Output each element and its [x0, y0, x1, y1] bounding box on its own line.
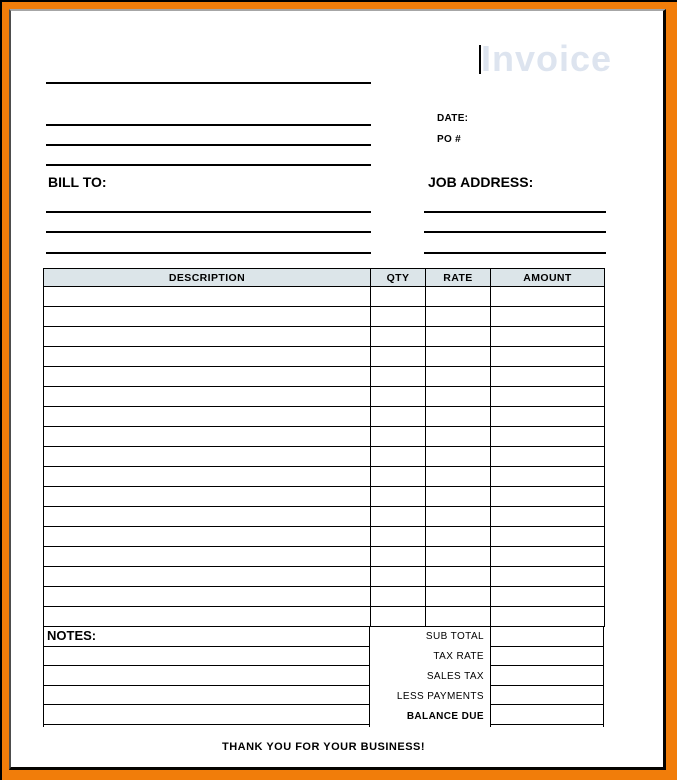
table-row: [44, 347, 605, 367]
notes-write-in-line[interactable]: [44, 666, 369, 686]
total-label: SUB TOTAL: [425, 631, 484, 642]
totals-labels: [370, 627, 490, 727]
blank-cell[interactable]: [371, 427, 426, 447]
blank-cell[interactable]: [426, 507, 491, 527]
notes-label: NOTES:: [47, 628, 97, 643]
blank-cell[interactable]: [491, 347, 605, 367]
blank-cell[interactable]: [44, 547, 371, 567]
blank-cell[interactable]: [371, 287, 426, 307]
blank-cell[interactable]: [426, 447, 491, 467]
blank-cell[interactable]: [371, 447, 426, 467]
notes-box: [43, 627, 370, 727]
blank-cell[interactable]: [371, 547, 426, 567]
blank-cell[interactable]: [426, 347, 491, 367]
job-address-label: JOB ADDRESS:: [428, 174, 534, 190]
blank-cell[interactable]: [44, 387, 371, 407]
blank-cell[interactable]: [44, 607, 371, 627]
company-write-in-line[interactable]: [46, 82, 371, 84]
blank-cell[interactable]: [371, 567, 426, 587]
blank-cell[interactable]: [371, 527, 426, 547]
col-header-amount: AMOUNT: [491, 269, 605, 287]
table-row: [44, 287, 605, 307]
blank-cell[interactable]: [426, 327, 491, 347]
sheet-body: [43, 268, 604, 753]
blank-cell[interactable]: [491, 327, 605, 347]
blank-cell[interactable]: [44, 527, 371, 547]
total-amount-cell[interactable]: [491, 666, 603, 686]
blank-cell[interactable]: [426, 367, 491, 387]
col-header-description: DESCRIPTION: [44, 269, 371, 287]
blank-cell[interactable]: [491, 587, 605, 607]
table-row: [44, 587, 605, 607]
blank-cell[interactable]: [426, 387, 491, 407]
blank-cell[interactable]: [44, 447, 371, 467]
table-row: [44, 507, 605, 527]
table-row: [44, 547, 605, 567]
blank-cell[interactable]: [44, 587, 371, 607]
blank-cell[interactable]: [426, 547, 491, 567]
total-label: LESS PAYMENTS: [396, 691, 484, 702]
blank-cell[interactable]: [371, 467, 426, 487]
table-row: [44, 407, 605, 427]
notes-write-in-line[interactable]: [44, 705, 369, 725]
blank-cell[interactable]: [371, 367, 426, 387]
table-row: [44, 367, 605, 387]
blank-cell[interactable]: [426, 407, 491, 427]
blank-cell[interactable]: [426, 527, 491, 547]
notes-write-in-line[interactable]: [44, 686, 369, 706]
blank-cell[interactable]: [44, 467, 371, 487]
blank-cell[interactable]: [44, 567, 371, 587]
blank-cell[interactable]: [491, 507, 605, 527]
blank-cell[interactable]: [491, 407, 605, 427]
blank-cell[interactable]: [371, 407, 426, 427]
blank-cell[interactable]: [371, 307, 426, 327]
bill-to-write-in-line[interactable]: [46, 211, 371, 213]
notes-row[interactable]: [44, 627, 369, 647]
table-row: [44, 567, 605, 587]
blank-cell[interactable]: [491, 367, 605, 387]
blank-cell[interactable]: [491, 387, 605, 407]
table-row: [44, 487, 605, 507]
total-amount-cell[interactable]: [491, 627, 603, 647]
blank-cell[interactable]: [44, 487, 371, 507]
blank-cell[interactable]: [491, 567, 605, 587]
blank-cell[interactable]: [426, 287, 491, 307]
blank-cell[interactable]: [44, 287, 371, 307]
blank-cell[interactable]: [371, 387, 426, 407]
blank-cell[interactable]: [426, 307, 491, 327]
table-row: [44, 447, 605, 467]
blank-cell[interactable]: [491, 527, 605, 547]
blank-cell[interactable]: [44, 347, 371, 367]
blank-cell[interactable]: [371, 507, 426, 527]
blank-cell[interactable]: [491, 307, 605, 327]
blank-cell[interactable]: [426, 567, 491, 587]
job-address-write-in-line[interactable]: [424, 252, 606, 254]
blank-cell[interactable]: [371, 327, 426, 347]
blank-cell[interactable]: [426, 427, 491, 447]
blank-cell[interactable]: [491, 447, 605, 467]
blank-cell[interactable]: [371, 347, 426, 367]
blank-cell[interactable]: [371, 487, 426, 507]
col-header-rate: RATE: [426, 269, 491, 287]
table-row: [44, 387, 605, 407]
blank-cell[interactable]: [426, 587, 491, 607]
po-number-label: PO #: [437, 134, 461, 145]
items-table: [43, 268, 605, 627]
total-label: TAX RATE: [433, 651, 484, 662]
blank-cell[interactable]: [491, 467, 605, 487]
notes-write-in-line[interactable]: [44, 647, 369, 667]
blank-cell[interactable]: [371, 607, 426, 627]
table-row: [44, 307, 605, 327]
page-title: Invoice: [481, 38, 613, 79]
company-write-in-line[interactable]: [46, 124, 371, 126]
blank-cell[interactable]: [44, 367, 371, 387]
blank-cell[interactable]: [491, 487, 605, 507]
blank-cell[interactable]: [44, 507, 371, 527]
company-write-in-line[interactable]: [46, 164, 371, 166]
blank-cell[interactable]: [371, 587, 426, 607]
totals-amounts: [490, 627, 604, 727]
date-label: DATE:: [437, 113, 469, 124]
items-tbody: [44, 287, 605, 627]
total-amount-cell[interactable]: [491, 705, 603, 725]
table-row: [44, 607, 605, 627]
invoice-page: [9, 9, 666, 770]
blank-cell[interactable]: [491, 427, 605, 447]
table-row: [44, 327, 605, 347]
col-header-qty: QTY: [371, 269, 426, 287]
blank-cell[interactable]: [491, 607, 605, 627]
blank-cell[interactable]: [44, 407, 371, 427]
table-header-row: [44, 269, 605, 287]
table-row: [44, 467, 605, 487]
blank-cell[interactable]: [426, 607, 491, 627]
thank-you-message: THANK YOU FOR YOUR BUSINESS!: [221, 741, 426, 753]
bill-to-write-in-line[interactable]: [46, 231, 371, 233]
bottom-section: [43, 627, 604, 727]
job-address-write-in-line[interactable]: [424, 211, 606, 213]
company-write-in-line[interactable]: [46, 144, 371, 146]
blank-cell[interactable]: [44, 307, 371, 327]
table-row: [44, 527, 605, 547]
total-amount-cell[interactable]: [491, 647, 603, 667]
total-label: SALES TAX: [426, 671, 484, 682]
blank-cell[interactable]: [491, 287, 605, 307]
job-address-write-in-line[interactable]: [424, 231, 606, 233]
blank-cell[interactable]: [44, 427, 371, 447]
table-row: [44, 427, 605, 447]
blank-cell[interactable]: [491, 547, 605, 567]
bill-to-write-in-line[interactable]: [46, 252, 371, 254]
total-label: BALANCE DUE: [406, 711, 484, 722]
blank-cell[interactable]: [44, 327, 371, 347]
total-amount-cell[interactable]: [491, 686, 603, 706]
bill-to-label: BILL TO:: [48, 174, 107, 190]
blank-cell[interactable]: [426, 487, 491, 507]
blank-cell[interactable]: [426, 467, 491, 487]
